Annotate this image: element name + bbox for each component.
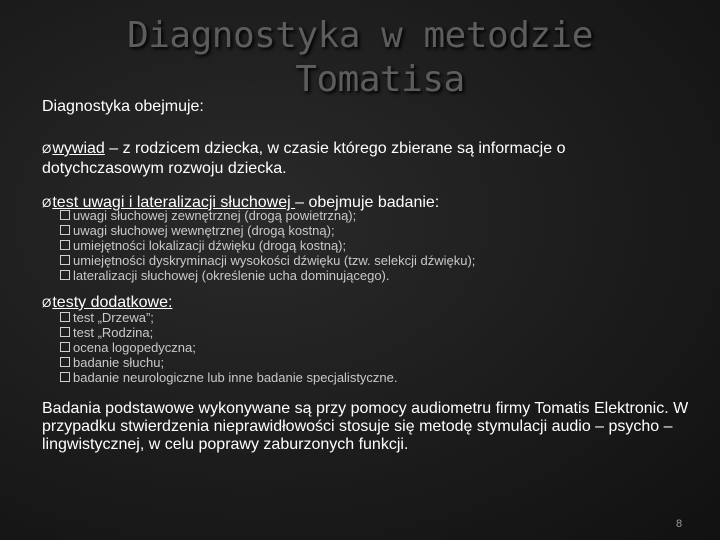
section-attention-head: test uwagi i lateralizacji słuchowej <box>52 194 296 211</box>
checkbox-bullet-icon <box>60 210 70 220</box>
arrow-bullet-icon: Ø <box>42 142 52 156</box>
section-interview-text-cont: dotychczasowym rozwoju dziecka. <box>42 160 287 177</box>
closing-paragraph: Badania podstawowe wykonywane są przy pomocy audiometru firmy Tomatis Elektronic. W przypadku stwierdzenia nieprawidłowości stosuje się metodę stymulacji audio – psycho – lingwistycznej, w celu poprawy zaburzonych funkcji. <box>42 400 689 453</box>
intro-text: Diagnostyka obejmuje: <box>42 98 204 115</box>
list-item: umiejętności lokalizacji dźwięku (drogą kostną); <box>60 238 475 253</box>
additional-tests-list <box>60 310 398 385</box>
section-interview-head: wywiad <box>52 140 105 157</box>
arrow-bullet-icon: Ø <box>42 296 52 310</box>
list-item: uwagi słuchowej zewnętrznej (drogą powietrzną); <box>60 208 475 223</box>
checkbox-bullet-icon <box>60 327 70 337</box>
list-item: badanie neurologiczne lub inne badanie specjalistyczne. <box>60 370 398 385</box>
list-item: badanie słuchu; <box>60 355 398 370</box>
arrow-bullet-icon: Ø <box>42 196 52 210</box>
section-additional-head: testy dodatkowe: <box>52 294 173 311</box>
section-attention-text: – obejmuje badanie: <box>295 194 440 211</box>
checkbox-bullet-icon <box>60 255 70 265</box>
section-interview-text: – z rodzicem dziecka, w czasie którego zbierane są informacje o <box>104 140 566 157</box>
page-number: 8 <box>676 518 683 530</box>
list-item: test „Drzewa”; <box>60 310 398 325</box>
title-line-1: Diagnostyka w metodzie <box>127 15 593 56</box>
title-line-2: Tomatisa <box>295 59 465 100</box>
list-item: umiejętności dyskryminacji wysokości dźwięku (tzw. selekcji dźwięku); <box>60 253 475 268</box>
list-item: lateralizacji słuchowej (określenie ucha dominującego). <box>60 268 475 283</box>
section-interview <box>42 139 565 178</box>
checkbox-bullet-icon <box>60 270 70 280</box>
checkbox-bullet-icon <box>60 240 70 250</box>
checkbox-bullet-icon <box>60 357 70 367</box>
list-item: uwagi słuchowej wewnętrznej (drogą kostną); <box>60 223 475 238</box>
checkbox-bullet-icon <box>60 372 70 382</box>
list-item: ocena logopedyczna; <box>60 340 398 355</box>
checkbox-bullet-icon <box>60 225 70 235</box>
checkbox-bullet-icon <box>60 312 70 322</box>
slide-title <box>100 14 620 102</box>
attention-test-list <box>60 208 475 283</box>
list-item: test „Rodzina; <box>60 325 398 340</box>
checkbox-bullet-icon <box>60 342 70 352</box>
